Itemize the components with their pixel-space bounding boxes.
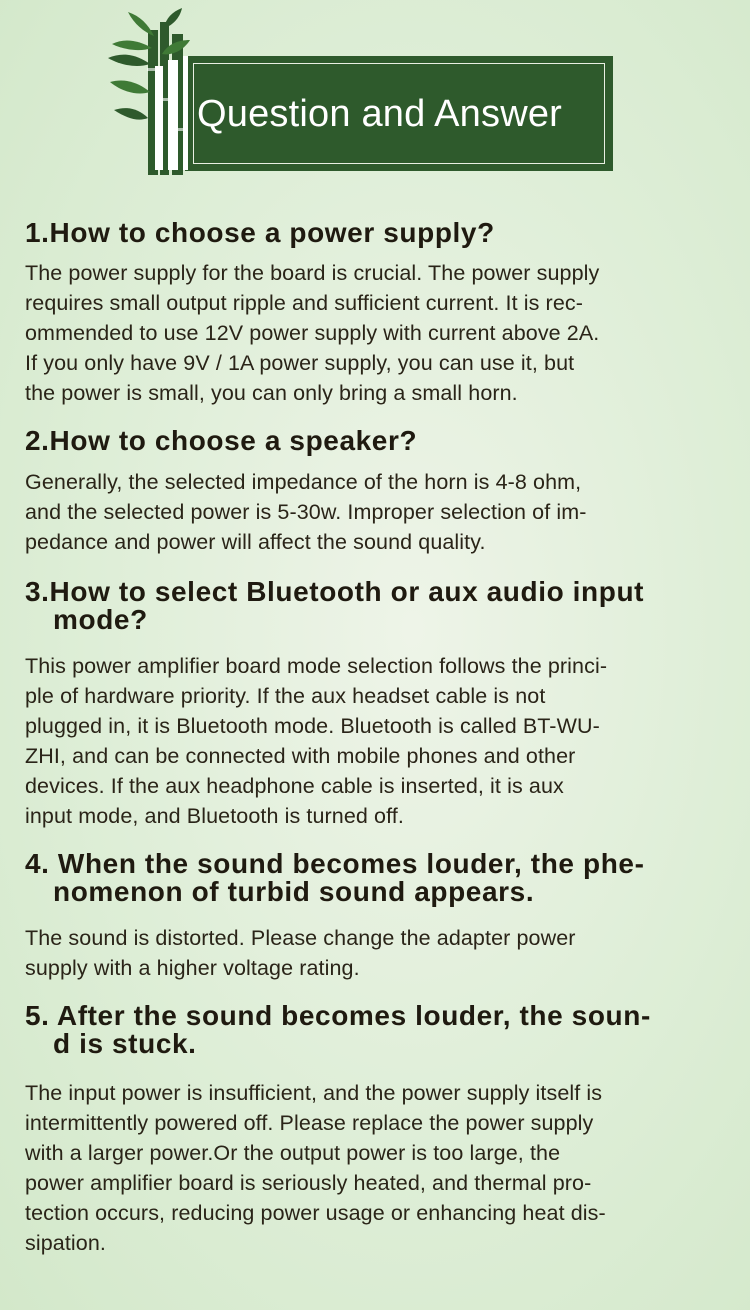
answer-line: the power is small, you can only bring a small horn. — [25, 381, 518, 405]
question-1 — [25, 219, 727, 247]
question-line: 1.How to choose a power supply? — [25, 217, 495, 248]
answer-line: power amplifier board is seriously heated, and thermal pro- — [25, 1171, 592, 1195]
answer-line: intermittently powered off. Please replace the power supply — [25, 1111, 594, 1135]
pillar-middle — [168, 60, 178, 170]
title-box — [185, 56, 613, 171]
question-line: 4. When the sound becomes louder, the phe- — [25, 848, 645, 879]
question-4 — [25, 850, 727, 906]
page-title: Question and Answer — [197, 93, 563, 135]
answer-line: input mode, and Bluetooth is turned off. — [25, 804, 404, 828]
answer-line: If you only have 9V / 1A power supply, you can use it, but — [25, 351, 575, 375]
answer-line: tection occurs, reducing power usage or enhancing heat dis- — [25, 1201, 606, 1225]
answer-line: Generally, the selected impedance of the horn is 4-8 ohm, — [25, 470, 582, 494]
question-line: 2.How to choose a speaker? — [25, 425, 418, 456]
question-5 — [25, 1002, 727, 1058]
answer-line: sipation. — [25, 1231, 106, 1255]
qa-item-5 — [25, 1002, 727, 1258]
answer-2 — [25, 467, 727, 557]
answer-line: devices. If the aux headphone cable is inserted, it is aux — [25, 774, 564, 798]
question-line: nomenon of turbid sound appears. — [53, 876, 535, 907]
question-line: d is stuck. — [53, 1028, 197, 1059]
answer-5 — [25, 1078, 727, 1258]
answer-line: ommended to use 12V power supply with current above 2A. — [25, 321, 600, 345]
qa-item-3 — [25, 578, 727, 831]
answer-line: and the selected power is 5-30w. Improper selection of im- — [25, 500, 587, 524]
answer-line: plugged in, it is Bluetooth mode. Bluetooth is called BT-WU- — [25, 714, 600, 738]
answer-line: supply with a higher voltage rating. — [25, 956, 360, 980]
answer-3 — [25, 651, 727, 831]
answer-line: The input power is insufficient, and the power supply itself is — [25, 1081, 603, 1105]
pillar-left — [155, 66, 163, 170]
question-2 — [25, 427, 727, 455]
answer-4 — [25, 923, 727, 983]
answer-line: The power supply for the board is crucial. The power supply — [25, 261, 600, 285]
qa-item-4 — [25, 850, 727, 983]
answer-line: This power amplifier board mode selection follows the princi- — [25, 654, 608, 678]
answer-line: ple of hardware priority. If the aux headset cable is not — [25, 684, 546, 708]
answer-line: requires small output ripple and sufficient current. It is rec- — [25, 291, 583, 315]
answer-line: ZHI, and can be connected with mobile phones and other — [25, 744, 576, 768]
answer-line: The sound is distorted. Please change the adapter power — [25, 926, 576, 950]
question-3 — [25, 578, 727, 634]
answer-line: pedance and power will affect the sound quality. — [25, 530, 486, 554]
qa-item-2 — [25, 427, 727, 557]
pillar-right — [183, 56, 188, 170]
question-line: 3.How to select Bluetooth or aux audio input — [25, 576, 645, 607]
question-line: mode? — [53, 604, 148, 635]
qa-item-1 — [25, 219, 727, 408]
answer-line: with a larger power.Or the output power is too large, the — [25, 1141, 561, 1165]
answer-1 — [25, 258, 727, 408]
question-line: 5. After the sound becomes louder, the soun- — [25, 1000, 651, 1031]
header-banner — [100, 8, 620, 178]
